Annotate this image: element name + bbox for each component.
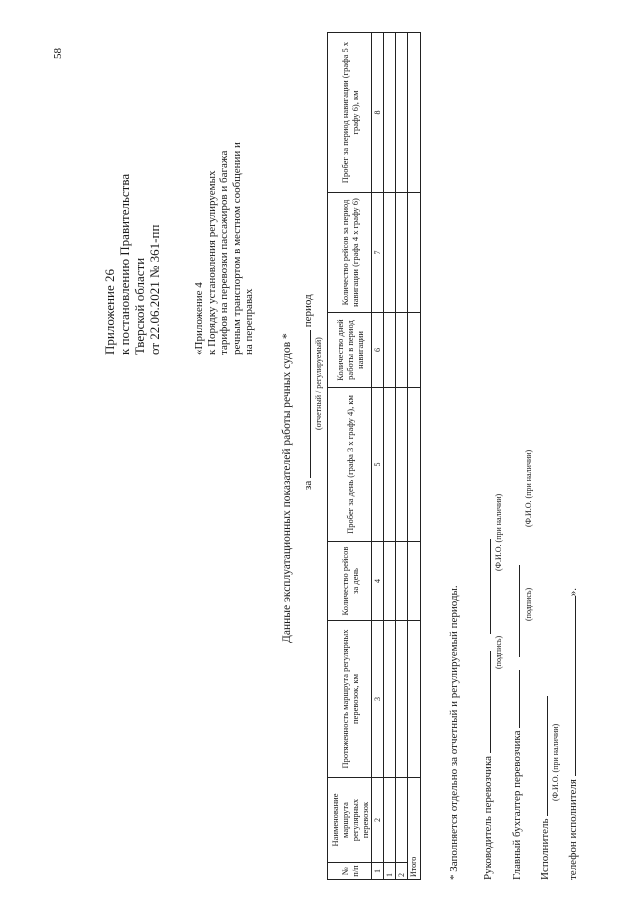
- table-cell: 1: [384, 863, 396, 880]
- executor-signature-line: [536, 696, 551, 880]
- head-sign-blank: [479, 651, 491, 753]
- accountant-name-blank: [508, 565, 520, 657]
- footnote: * Заполняется отдельно за отчетный и регулируемый периоды.: [448, 585, 460, 880]
- head-name-caption: (Ф.И.О. (при наличии): [494, 493, 503, 571]
- period-prefix: за: [302, 480, 314, 490]
- total-label: Итого: [408, 778, 421, 880]
- table-cell: [384, 313, 396, 388]
- column-number: 5: [372, 388, 384, 542]
- table-cell: [408, 388, 421, 542]
- table-cell: [396, 542, 408, 621]
- header-cell: Наименование маршрута регулярных перевозок: [328, 778, 372, 863]
- table-cell: [396, 621, 408, 778]
- accountant-sign-caption: (подпись): [524, 587, 533, 621]
- executor-name-blank: [536, 696, 548, 816]
- accountant-name-caption: (Ф.И.О. (при наличии): [524, 449, 533, 527]
- table-cell: [384, 33, 396, 193]
- phone-label: телефон исполнителя: [567, 779, 579, 880]
- column-number: 1: [372, 863, 384, 880]
- table-cell: [384, 621, 396, 778]
- header-cell: Количество рейсов за день: [328, 542, 372, 621]
- executor-label: Исполнитель: [539, 818, 551, 880]
- table-cell: 2: [396, 863, 408, 880]
- table-cell: [384, 388, 396, 542]
- head-signature-line: [479, 539, 494, 880]
- header-cell: № п/п: [328, 863, 372, 880]
- column-number: 3: [372, 621, 384, 778]
- period-blank: [300, 330, 311, 478]
- table-header-row: [328, 33, 372, 880]
- performance-table: [327, 32, 421, 880]
- head-sign-caption: (подпись): [494, 635, 503, 669]
- accountant-signature-line: [508, 565, 523, 880]
- head-label: Руководитель перевозчика: [482, 755, 494, 880]
- table-cell: [408, 313, 421, 388]
- procedure-line: речным транспортом в местном сообщении и: [230, 142, 243, 355]
- period-suffix: период: [302, 294, 314, 328]
- table-cell: [384, 778, 396, 863]
- procedure-reference: [193, 142, 256, 355]
- procedure-line: «Приложение 4: [193, 282, 205, 355]
- procedure-line: на переправах: [243, 288, 255, 355]
- table-cell: [396, 313, 408, 388]
- column-number: 8: [372, 33, 384, 193]
- table-cell: [384, 542, 396, 621]
- table-row: [396, 33, 408, 880]
- column-number: 4: [372, 542, 384, 621]
- executor-name-caption: (Ф.И.О. (при наличии): [551, 723, 560, 801]
- header-cell: Количество рейсов за период навигации (графа 4 х графу 6): [328, 193, 372, 313]
- total-row: [408, 33, 421, 880]
- header-cell: Пробег за день (графа 3 х графу 4), км: [328, 388, 372, 542]
- column-number-row: [372, 33, 384, 880]
- period-line: [300, 294, 314, 490]
- phone-suffix: ».: [567, 588, 579, 597]
- column-number: 6: [372, 313, 384, 388]
- appendix-line: Тверской области: [132, 257, 147, 355]
- table-cell: [384, 193, 396, 313]
- header-cell: Количество дней работы в период навигации: [328, 313, 372, 388]
- procedure-line: тарифов на перевозки пассажиров и багажа: [218, 150, 230, 355]
- table-cell: [396, 193, 408, 313]
- appendix-line: Приложение 26: [102, 268, 117, 355]
- period-caption: (отчетный / регулируемый): [314, 337, 323, 430]
- column-number: 2: [372, 778, 384, 863]
- accountant-label: Главный бухгалтер перевозчика: [511, 730, 523, 880]
- head-name-blank: [479, 539, 491, 634]
- accountant-sign-blank: [508, 670, 520, 728]
- procedure-line: к Порядку установления регулируемых: [205, 170, 218, 355]
- table-cell: [408, 621, 421, 778]
- table-cell: [408, 193, 421, 313]
- appendix-line: к постановлению Правительства: [117, 173, 132, 355]
- appendix-header: [102, 174, 162, 355]
- table-cell: [408, 542, 421, 621]
- column-number: 7: [372, 193, 384, 313]
- page-number: 58: [52, 48, 64, 59]
- appendix-line: от 22.06.2021 № 361-пп: [147, 224, 162, 355]
- table-cell: [396, 778, 408, 863]
- header-cell: Протяженность маршрута регулярных перевозок, км: [328, 621, 372, 778]
- table-row: [384, 33, 396, 880]
- header-cell: Пробег за период навигации (графа 5 х графу 6), км: [328, 33, 372, 193]
- phone-blank: [564, 596, 576, 776]
- phone-line: [564, 588, 579, 880]
- table-cell: [396, 33, 408, 193]
- table-cell: [396, 388, 408, 542]
- document-title: Данные эксплуатационных показателей работы речных судов *: [281, 333, 293, 643]
- table-cell: [408, 33, 421, 193]
